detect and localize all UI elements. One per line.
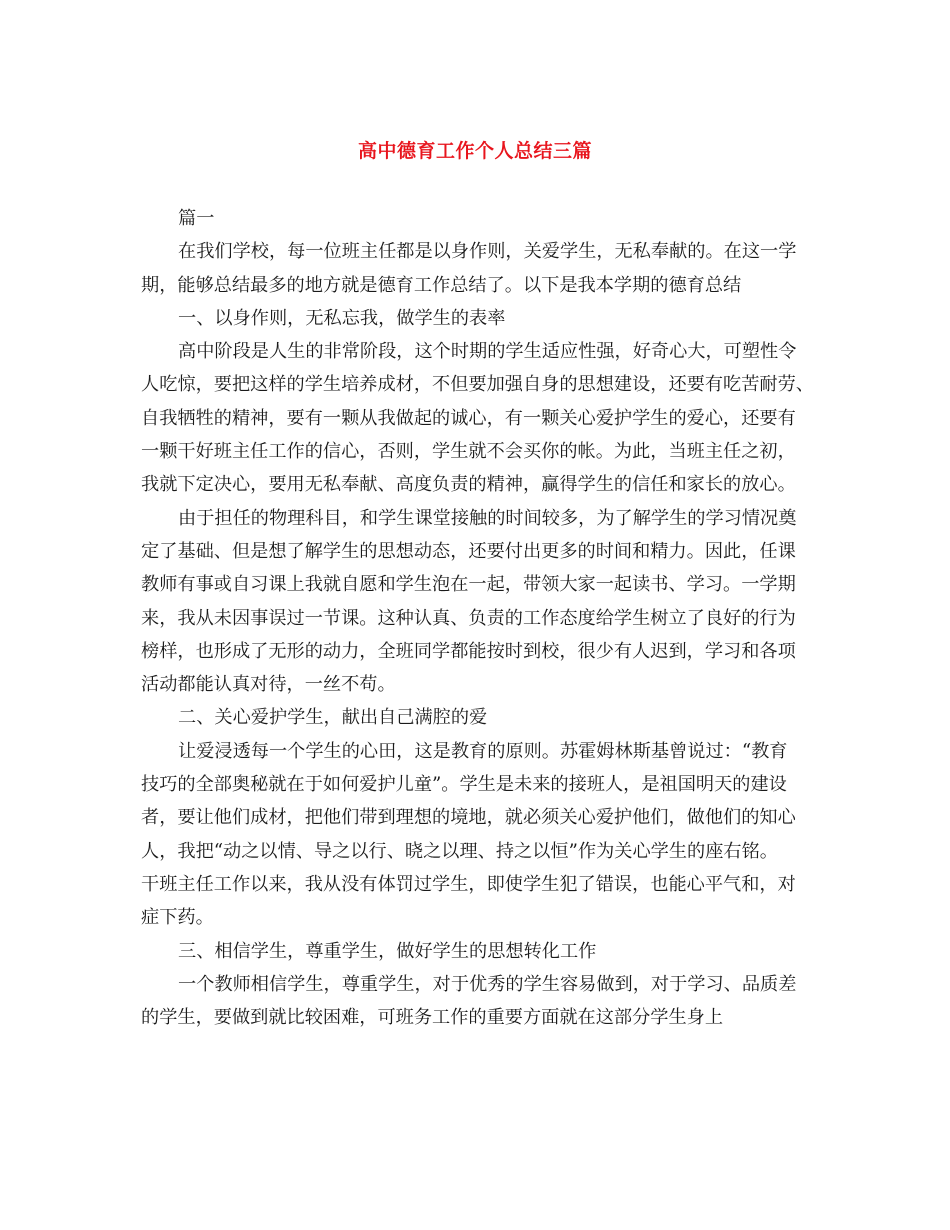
text-line: 自我牺牲的精神，要有一颗从我做起的诚心，有一颗关心爱护学生的爱心，还要有 — [141, 407, 796, 429]
text-line: 教师有事或自习课上我就自愿和学生泡在一起，带领大家一起读书、学习。一学期 — [141, 574, 796, 596]
text-line: 在我们学校，每一位班主任都是以身作则，关爱学生，无私奉献的。在这一学 — [178, 241, 797, 263]
text-line: 的学生，要做到就比较困难，可班务工作的重要方面就在这部分学生身上 — [141, 1007, 724, 1029]
text-line: 由于担任的物理科目，和学生课堂接触的时间较多，为了解学生的学习情况奠 — [178, 507, 797, 529]
text-line: 一、以身作则，无私忘我，做学生的表率 — [178, 307, 506, 329]
text-line: 人，我把“动之以情、导之以行、晓之以理、持之以恒”作为关心学生的座右铭。 — [141, 840, 778, 862]
text-line: 我就下定决心，要用无私奉献、高度负责的精神，赢得学生的信任和家长的放心。 — [141, 474, 796, 496]
text-line: 二、关心爱护学生，献出自己满腔的爱 — [178, 707, 488, 729]
text-line: 期，能够总结最多的地方就是德育工作总结了。以下是我本学期的德育总结 — [141, 274, 742, 296]
text-line: 高中阶段是人生的非常阶段，这个时期的学生适应性强，好奇心大，可塑性令 — [178, 341, 797, 363]
text-line: 一颗干好班主任工作的信心，否则，学生就不会买你的帐。为此，当班主任之初， — [141, 441, 796, 463]
text-line: 者，要让他们成材，把他们带到理想的境地，就必须关心爱护他们，做他们的知心 — [141, 807, 796, 829]
text-line: 一个教师相信学生，尊重学生，对于优秀的学生容易做到，对于学习、品质差 — [178, 973, 797, 995]
text-line: 让爱浸透每一个学生的心田，这是教育的原则。苏霍姆林斯基曾说过：“教育 — [178, 740, 788, 762]
text-line: 症下药。 — [141, 907, 214, 929]
text-line: 人吃惊，要把这样的学生培养成材，不但要加强自身的思想建设，还要有吃苦耐劳、 — [141, 374, 814, 396]
text-line: 榜样，也形成了无形的动力，全班同学都能按时到校，很少有人迟到，学习和各项 — [141, 640, 796, 662]
text-line: 三、相信学生，尊重学生，做好学生的思想转化工作 — [178, 940, 597, 962]
text-line: 技巧的全部奥秘就在于如何爱护儿童”。学生是未来的接班人，是祖国明天的建设 — [141, 774, 787, 796]
text-line: 干班主任工作以来，我从没有体罚过学生，即使学生犯了错误，也能心平气和，对 — [141, 873, 796, 895]
text-line: 定了基础、但是想了解学生的思想动态，还要付出更多的时间和精力。因此，任课 — [141, 540, 796, 562]
document-title: 高中德育工作个人总结三篇 — [357, 140, 592, 162]
text-line: 活动都能认真对待，一丝不苟。 — [141, 674, 396, 696]
text-line: 来，我从未因事误过一节课。这种认真、负责的工作态度给学生树立了良好的行为 — [141, 607, 796, 629]
text-line: 篇一 — [178, 208, 215, 229]
document-body — [141, 202, 821, 1034]
